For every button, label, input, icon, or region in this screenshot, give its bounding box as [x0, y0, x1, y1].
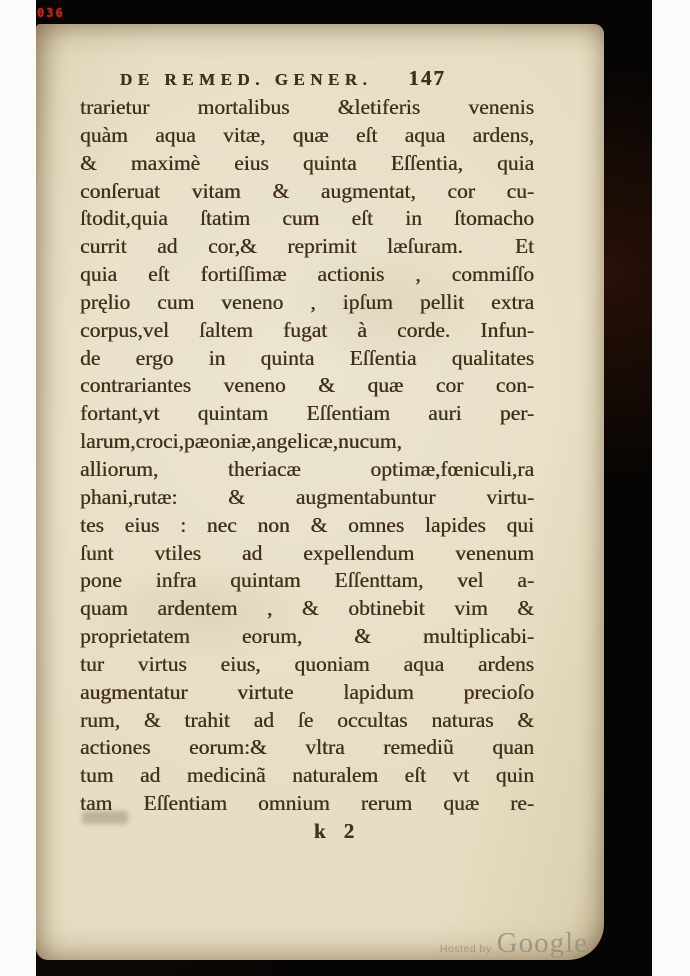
header-title: DE REMED. GENER.	[120, 70, 373, 89]
signature-number: 2	[343, 819, 355, 843]
text-line: phani,rutæ: & augmentabuntur virtu-	[80, 484, 534, 509]
hosted-by-label: Hosted by	[439, 943, 492, 955]
text-line: quàm aqua vitæ, quæ eſt aqua ardens,	[80, 122, 534, 147]
text-line: rum, & trahit ad ſe occultas naturas &	[80, 707, 534, 732]
book-page	[36, 24, 604, 960]
text-line: alliorum, theriacæ optimæ,fœniculi,ra	[80, 456, 534, 481]
text-line: trarietur mortalibus &letiferis venenis	[80, 95, 534, 119]
text-line: augmentatur virtute lapidum precioſo	[80, 679, 534, 704]
text-line: quam ardentem , & obtinebit vim &	[80, 596, 534, 621]
text-line: contrariantes veneno & quæ cor con-	[80, 373, 534, 398]
text-line: currit ad cor,& reprimit læſuram. Et	[80, 234, 534, 259]
text-line: pone infra quintam Eſſenttam, vel a-	[80, 568, 534, 593]
text-line: larum,croci,pæoniæ,angelicæ,nucum,	[80, 429, 402, 454]
body-text	[80, 94, 534, 818]
signature-mark	[50, 819, 618, 844]
text-line: & maximè eius quinta Eſſentia, quia	[80, 150, 534, 175]
text-line: proprietatem eorum, & multiplicabi-	[80, 624, 534, 649]
red-scan-tag: 036	[37, 6, 65, 20]
text-line: ſtodit,quia ſtatim cum eſt in ſtomacho	[80, 206, 534, 231]
text-line: quia eſt fortiſſimæ actionis , commiſſo	[80, 262, 534, 287]
text-line: conſeruat vitam & augmentat, cor cu-	[80, 178, 534, 203]
text-line: corpus,vel ſaltem fugat à corde. Infun-	[80, 317, 534, 342]
text-line: actiones eorum:& vltra remediũ quan	[80, 735, 534, 760]
text-line: pręlio cum veneno , ipſum pellit extra	[80, 289, 534, 314]
text-line: tum ad medicinã naturalem eſt vt quin	[80, 763, 534, 788]
running-head	[36, 66, 604, 91]
text-line: de ergo in quinta Eſſentia qualitates	[80, 345, 534, 370]
text-line: fortant,vt quintam Eſſentiam auri per-	[80, 401, 534, 426]
google-watermark	[440, 929, 588, 958]
text-line: tur virtus eius, quoniam aqua ardens	[80, 651, 534, 676]
text-line: tam Eſſentiam omnium rerum quæ re-	[80, 791, 534, 816]
google-logo: Google	[496, 927, 588, 959]
text-line: tes eius : nec non & omnes lapides qui	[80, 512, 534, 537]
page-number: 147	[408, 66, 446, 90]
text-line: ſunt vtiles ad expellendum venenum	[80, 540, 534, 565]
signature-letter: k	[313, 819, 326, 843]
